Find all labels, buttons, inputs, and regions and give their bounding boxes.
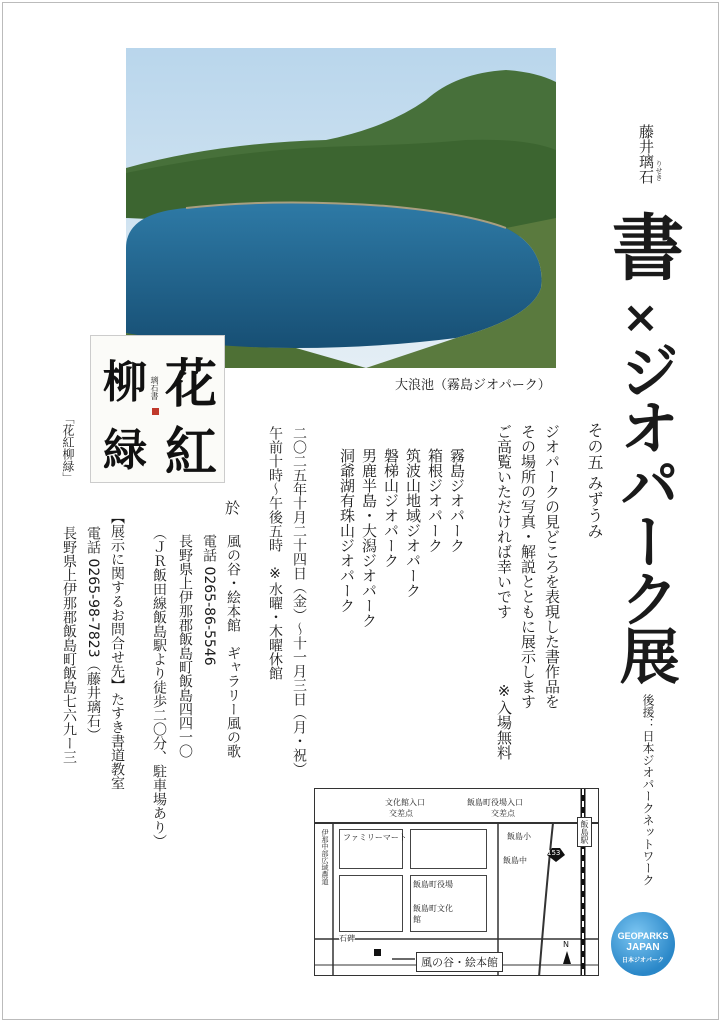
- map-north: N: [563, 940, 569, 949]
- title-geopark: ジオパーク展: [609, 340, 680, 682]
- venue-at: 於: [223, 500, 241, 515]
- lake-illustration: [126, 48, 556, 368]
- title-sho: 書: [600, 210, 685, 282]
- exhibition-dates: 二〇二五年十月二十四日（金）～十一月三日（月・祝）: [291, 426, 307, 776]
- contact-phone: 電話 0265-98-7823（藤井璃石）: [85, 526, 101, 742]
- calligraphy-char: 紅: [165, 422, 218, 483]
- access-map: [314, 788, 599, 976]
- author-name: 藤井璃石: [637, 124, 655, 184]
- map-venue-label: 風の谷・絵本館: [416, 952, 503, 972]
- map-label: 飯島中: [503, 856, 527, 865]
- calligraphy-char: 緑: [103, 425, 147, 476]
- supporter: 後援：日本ジオパークネットワーク: [641, 694, 655, 886]
- geopark-item: 洞爺湖有珠山ジオパーク: [338, 448, 356, 613]
- subtitle: その五 みずうみ: [585, 422, 604, 540]
- lake-photo: [126, 48, 556, 368]
- geoparks-japan-logo: [611, 912, 675, 976]
- geopark-item: 磐梯山ジオパーク: [382, 448, 400, 568]
- map-label: 飯島町役場入口: [467, 798, 523, 807]
- contact-address: 長野県上伊那郡飯島町飯島七六九ー三: [61, 526, 77, 764]
- map-label: 飯島町文化館: [413, 904, 453, 924]
- geopark-item: 箱根ジオパーク: [426, 448, 444, 553]
- venue-address: 長野県上伊那郡飯島町飯島四四一〇: [177, 534, 193, 758]
- contact-heading: 【展示に関するお問合せ先】たすき書道教室: [109, 510, 125, 790]
- map-label: 交差点: [491, 809, 515, 818]
- map-station: 飯島駅: [577, 817, 592, 847]
- logo-text: GEOPARKS: [617, 931, 669, 941]
- photo-caption: 大浪池（霧島ジオパーク）: [395, 378, 551, 393]
- calligraphy-char: 花: [165, 354, 218, 415]
- map-label: 伊那中部広域農道: [321, 829, 329, 885]
- free-note: ※入場無料: [495, 682, 513, 760]
- description-line-2: その場所の写真・解説とともに展示します: [519, 424, 537, 709]
- author-ruby: りせき: [655, 160, 663, 181]
- seal-stamp: [152, 408, 159, 415]
- map-label: ファミリーマート: [343, 833, 407, 842]
- logo-text: 日本ジオパーク: [622, 958, 664, 964]
- map-label: 交差点: [389, 809, 413, 818]
- exhibition-hours: 午前十時～午後五時 ※水曜・木曜休館: [267, 426, 283, 680]
- description-line-3: ご高覧いただければ幸いです: [495, 424, 513, 619]
- map-block: [410, 829, 487, 869]
- calligraphy-signature: 璃石書: [150, 376, 159, 400]
- logo-text: JAPAN: [626, 942, 660, 953]
- geopark-item: 霧島ジオパーク: [448, 448, 466, 553]
- map-label: 文化館入口: [385, 798, 425, 807]
- map-block: [339, 875, 403, 932]
- geopark-item: 男鹿半島・大潟ジオパーク: [360, 448, 378, 628]
- map-label: 飯島小: [507, 832, 531, 841]
- map-label: 石碑: [339, 934, 355, 943]
- calligraphy-artwork: [90, 335, 225, 483]
- description-line-1: ジオパークの見どころを表現した書作品を: [543, 424, 561, 709]
- map-route-number: 153: [547, 849, 561, 857]
- venue-name: 風の谷・絵本館 ギャラリー風の歌: [225, 534, 241, 758]
- calligraphy-char: 柳: [103, 357, 147, 408]
- title-times: ×: [615, 292, 666, 343]
- geopark-item: 筑波山地域ジオパーク: [404, 448, 422, 598]
- venue-phone: 電話 0265-86-5546: [201, 534, 217, 666]
- map-label: 飯島町役場: [413, 880, 453, 889]
- calligraphy-caption: 「花紅柳緑」: [61, 412, 75, 484]
- venue-access: （ＪＲ飯田線飯島駅より徒歩二〇分、駐車場あり）: [151, 526, 167, 848]
